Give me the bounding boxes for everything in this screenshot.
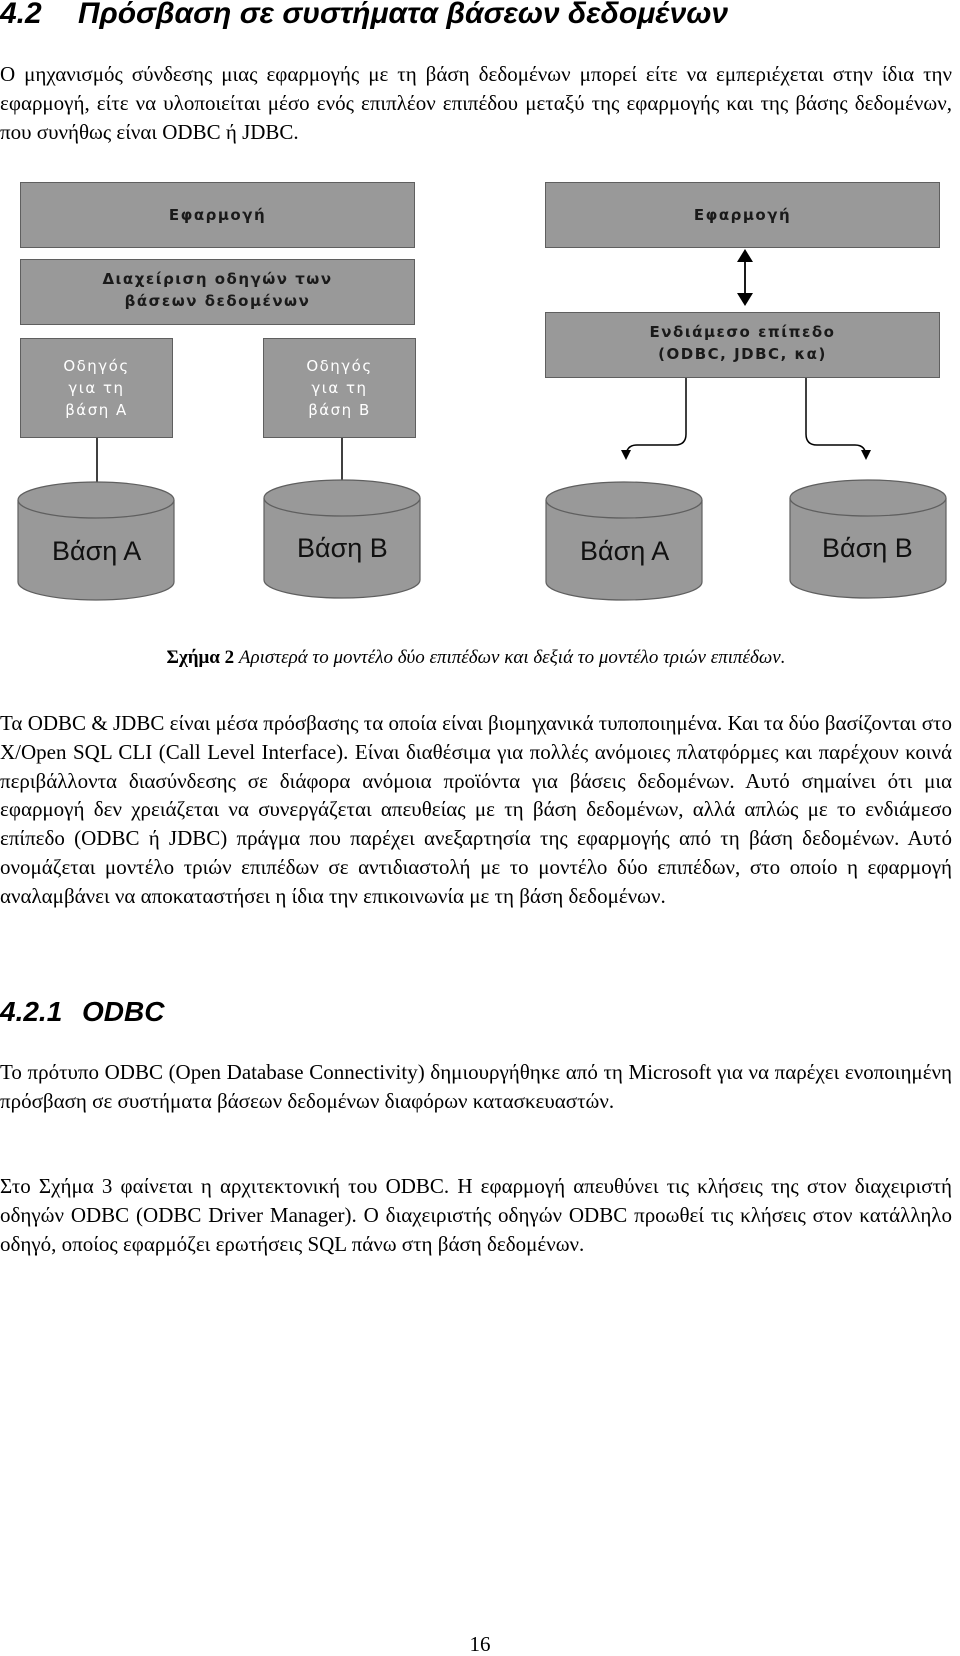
driver-b-line2: για τη [311, 379, 368, 397]
figure-number: Σχήμα 2 [166, 647, 235, 668]
middle-tier-label [650, 321, 836, 365]
subsection-heading [0, 995, 164, 1029]
driver-a-line3: βάση Α [65, 401, 128, 419]
intro-paragraph: Ο μηχανισμός σύνδεσης μιας εφαρμογής με τη βάση δεδομένων μπορεί είτε να εμπεριέχεται στην ίδια την εφαρμογή, είτε να υλοποιείται μέσο ενός επιπλέον επιπέδου μεταξύ της εφαρμογής και της βάσης δεδομένων, που συνήθως είναι ODBC ή JDBC. [0, 62, 952, 144]
database-b-label: Βάση Β [822, 533, 913, 563]
database-b-label: Βάση Β [297, 533, 388, 563]
double-arrow-icon [737, 249, 753, 306]
body-paragraph: Τα ODBC & JDBC είναι μέσα πρόσβασης τα οποία είναι βιομηχανικά τυποποιημένα. Και τα δύο βασίζονται στο X/Open SQL CLI (Call Level Interface). Είναι διαθέσιμα για πολλές ανόμοιες πλατφόρμες και παρέχουν κοινά περιβάλλοντα διασύνδεσης σε διάφορα ανόμοια προϊόντα για βάσεις δεδομένων. Αυτό σημαίνει ότι μια εφαρμογή δεν χρειάζεται να συνεργάζεται απευθείας με τη βάση δεδομένων, αλλά απλώς με το ενδιάμεσο επίπεδο (ODBC ή JDBC) πράγμα που παρέχει ανεξαρτησία της εφαρμογής από τη βάση δεδομένων. Αυτό ονομάζεται μοντέλο τριών επιπέδων σε αντιδιαστολή με το μοντέλο δύο επιπέδων, στο οποίο η εφαρμογή αναλαμβάνει να αποκαταστήσει η ίδια την επικοινωνία με τη βάση δεδομένων. [0, 711, 952, 908]
application-box-left [20, 182, 415, 248]
application-label: Εφαρμογή [693, 206, 792, 224]
section-title: Πρόσβαση σε συστήματα βάσεων δεδομένων [78, 0, 729, 30]
middle-tier-line1: Ενδιάμεσο επίπεδο [649, 323, 836, 341]
application-box-right [545, 182, 940, 248]
odbc-paragraph: Το πρότυπο ODBC (Open Database Connectivity) δημιουργήθηκε από τη Microsoft για να παρέχει ενοποιημένη πρόσβαση σε συστήματα βάσεων δεδομένων διαφόρων κατασκευαστών. [0, 1060, 952, 1113]
driver-manager-box [20, 259, 415, 325]
driver-b-line1: Οδηγός [306, 357, 373, 375]
curved-arrow-icon [626, 377, 686, 457]
section-number: 4.2 [0, 0, 42, 30]
driver-a-label [63, 355, 129, 421]
figure3-paragraph: Στο Σχήμα 3 φαίνεται η αρχιτεκτονική του ODBC. Η εφαρμογή απευθύνει τις κλήσεις της στον διαχειριστή οδηγών ODBC (ODBC Driver Manager). Ο διαχειριστής οδηγών ODBC προωθεί τις κλήσεις στον κατάλληλο οδηγό, οποίος εφαρμόζει ερωτήσεις SQL πάνω στη βάση δεδομένων. [0, 1174, 952, 1256]
database-a-label: Βάση Α [52, 536, 142, 566]
driver-manager-line2: βάσεων δεδομένων [124, 292, 311, 310]
curved-arrow-icon [806, 377, 866, 457]
driver-b-label [306, 355, 372, 421]
subsection-title: ODBC [82, 996, 165, 1027]
middle-tier-box [545, 312, 940, 378]
database-a-label: Βάση Α [580, 536, 670, 566]
driver-manager-line1: Διαχείριση οδηγών των [102, 270, 333, 288]
application-label: Εφαρμογή [168, 206, 267, 224]
driver-a-box [20, 338, 173, 438]
driver-a-line2: για τη [68, 379, 125, 397]
page-number: 16 [469, 1632, 491, 1656]
driver-b-box [263, 338, 416, 438]
caption-text: Αριστερά το μοντέλο δύο επιπέδων και δεξιά το μοντέλο τριών επιπέδων. [238, 647, 786, 668]
driver-b-line3: βάση Β [308, 401, 371, 419]
driver-a-line1: Οδηγός [63, 357, 130, 375]
middle-tier-line2: (ODBC, JDBC, κα) [658, 345, 827, 363]
driver-manager-label [102, 268, 332, 312]
subsection-number: 4.2.1 [0, 996, 63, 1027]
figure-caption [0, 646, 952, 670]
